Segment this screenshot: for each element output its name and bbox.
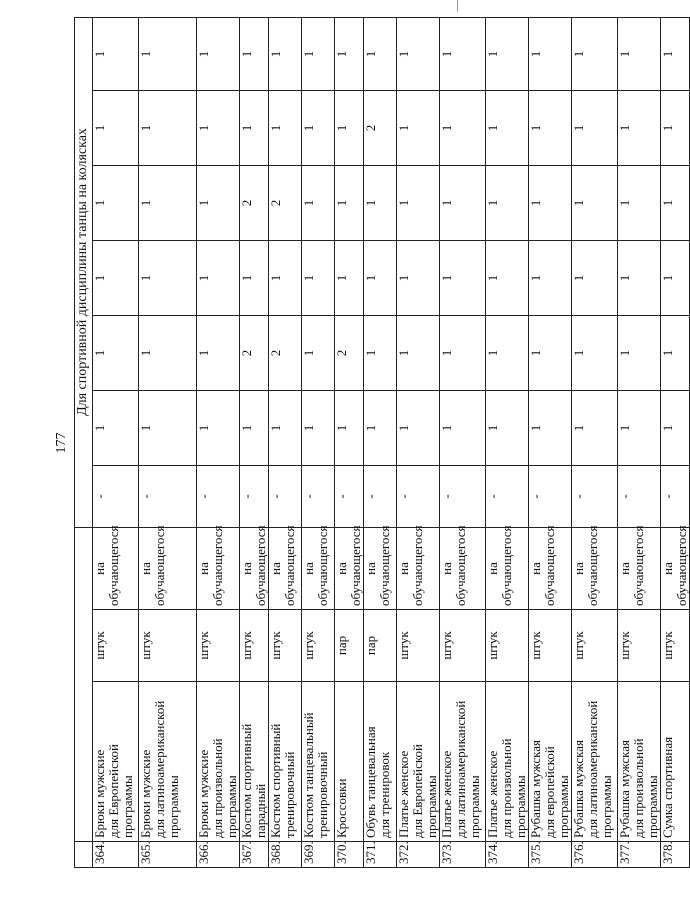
- quantity-cell: 1: [364, 391, 397, 466]
- table-row: [240, 18, 269, 868]
- inventory-rows: [93, 18, 690, 868]
- distribution-unit: на обучающегося: [335, 528, 364, 610]
- unit-of-measure: штук: [440, 610, 486, 682]
- quantity-cell: 1: [302, 166, 335, 241]
- distribution-unit: на обучающегося: [486, 528, 529, 610]
- item-name: Сумка спортивная: [661, 682, 690, 842]
- quantity-cell: 1: [397, 391, 440, 466]
- quantity-cell: 1: [197, 241, 240, 316]
- table-row: [397, 18, 440, 868]
- quantity-cell: 1: [335, 18, 364, 91]
- distribution-unit: на обучающегося: [529, 528, 572, 610]
- distribution-unit: на обучающегося: [302, 528, 335, 610]
- quantity-cell: 1: [618, 391, 661, 466]
- quantity-cell: 1: [397, 166, 440, 241]
- quantity-cell: 1: [93, 18, 139, 91]
- quantity-cell: 1: [572, 391, 618, 466]
- row-number: 373.: [440, 842, 486, 868]
- quantity-cell: 1: [529, 91, 572, 166]
- quantity-cell: -: [335, 466, 364, 528]
- quantity-cell: 1: [661, 18, 690, 91]
- quantity-cell: 1: [440, 241, 486, 316]
- quantity-cell: 1: [240, 18, 269, 91]
- row-number: 365.: [139, 842, 197, 868]
- quantity-cell: 1: [139, 166, 197, 241]
- quantity-cell: -: [440, 466, 486, 528]
- section-heading: Для спортивной дисциплины танцы на колясках: [74, 17, 92, 528]
- table-row: [139, 18, 197, 868]
- quantity-cell: 1: [486, 18, 529, 91]
- quantity-cell: 1: [618, 18, 661, 91]
- quantity-cell: 1: [197, 316, 240, 391]
- distribution-unit: на обучающегося: [197, 528, 240, 610]
- quantity-cell: 1: [618, 316, 661, 391]
- item-name: Обувь танцевальная для тренировок: [364, 682, 397, 842]
- quantity-cell: 1: [397, 241, 440, 316]
- quantity-cell: 1: [302, 91, 335, 166]
- quantity-cell: 1: [440, 316, 486, 391]
- table-row: [364, 18, 397, 868]
- quantity-cell: 1: [240, 391, 269, 466]
- unit-of-measure: штук: [397, 610, 440, 682]
- quantity-cell: 1: [139, 18, 197, 91]
- row-number: 367.: [240, 842, 269, 868]
- quantity-cell: -: [197, 466, 240, 528]
- unit-of-measure: штук: [139, 610, 197, 682]
- quantity-cell: 1: [364, 241, 397, 316]
- quantity-cell: 2: [240, 316, 269, 391]
- rotated-page: [50, 18, 689, 868]
- table-row: [486, 18, 529, 868]
- row-number: 377.: [618, 842, 661, 868]
- quantity-cell: 1: [93, 391, 139, 466]
- quantity-cell: 1: [240, 91, 269, 166]
- row-number: 368.: [269, 842, 302, 868]
- item-name: Рубашка мужская для произвольной программы: [618, 682, 661, 842]
- quantity-cell: 1: [197, 18, 240, 91]
- quantity-cell: -: [529, 466, 572, 528]
- quantity-cell: 1: [572, 166, 618, 241]
- quantity-cell: 1: [93, 166, 139, 241]
- unit-of-measure: штук: [197, 610, 240, 682]
- quantity-cell: 1: [529, 391, 572, 466]
- quantity-cell: -: [240, 466, 269, 528]
- quantity-cell: -: [618, 466, 661, 528]
- quantity-cell: 1: [302, 18, 335, 91]
- unit-of-measure: штук: [618, 610, 661, 682]
- quantity-cell: 2: [269, 166, 302, 241]
- quantity-cell: -: [364, 466, 397, 528]
- table-row: [661, 18, 690, 868]
- quantity-cell: 1: [486, 91, 529, 166]
- table-row: [93, 18, 139, 868]
- quantity-cell: 2: [364, 91, 397, 166]
- quantity-cell: 1: [440, 91, 486, 166]
- quantity-cell: 1: [572, 316, 618, 391]
- quantity-cell: 1: [486, 166, 529, 241]
- quantity-cell: 1: [269, 91, 302, 166]
- quantity-cell: 1: [440, 166, 486, 241]
- quantity-cell: 1: [618, 166, 661, 241]
- quantity-cell: 1: [364, 18, 397, 91]
- quantity-cell: 1: [139, 241, 197, 316]
- quantity-cell: 1: [661, 91, 690, 166]
- unit-of-measure: штук: [302, 610, 335, 682]
- quantity-cell: 1: [572, 18, 618, 91]
- row-number: 378.: [661, 842, 690, 868]
- unit-of-measure: штук: [572, 610, 618, 682]
- distribution-unit: на обучающегося: [139, 528, 197, 610]
- item-name: Платье женское для латиноамериканской программы: [440, 682, 486, 842]
- quantity-cell: 1: [661, 316, 690, 391]
- unit-of-measure: пар: [335, 610, 364, 682]
- item-name: Кроссовки: [335, 682, 364, 842]
- quantity-cell: 1: [661, 391, 690, 466]
- item-name: Платье женское для произвольной программы: [486, 682, 529, 842]
- unit-of-measure: штук: [529, 610, 572, 682]
- row-number: 375.: [529, 842, 572, 868]
- quantity-cell: 1: [269, 241, 302, 316]
- scan-edge-mark: [457, 0, 458, 12]
- quantity-cell: 2: [335, 316, 364, 391]
- distribution-unit: на обучающегося: [661, 528, 690, 610]
- row-number: 370.: [335, 842, 364, 868]
- table-row: [572, 18, 618, 868]
- quantity-cell: 1: [661, 241, 690, 316]
- item-name: Брюки мужские для произвольной программы: [197, 682, 240, 842]
- unit-of-measure: штук: [93, 610, 139, 682]
- unit-of-measure: штук: [240, 610, 269, 682]
- quantity-cell: 1: [397, 91, 440, 166]
- quantity-cell: 1: [486, 241, 529, 316]
- quantity-cell: 1: [618, 241, 661, 316]
- unit-of-measure: штук: [661, 610, 690, 682]
- heading-col-sep: [74, 841, 92, 842]
- quantity-cell: 1: [139, 91, 197, 166]
- table-row: [197, 18, 240, 868]
- quantity-cell: 1: [197, 391, 240, 466]
- quantity-cell: 1: [197, 91, 240, 166]
- distribution-unit: на обучающегося: [440, 528, 486, 610]
- quantity-cell: -: [139, 466, 197, 528]
- quantity-cell: 1: [486, 316, 529, 391]
- table-row: [529, 18, 572, 868]
- quantity-cell: 1: [139, 391, 197, 466]
- table-row: [335, 18, 364, 868]
- item-name: Брюки мужские для Европейской программы: [93, 682, 139, 842]
- row-number: 366.: [197, 842, 240, 868]
- quantity-cell: 2: [240, 166, 269, 241]
- item-name: Брюки мужские для латиноамериканской программы: [139, 682, 197, 842]
- quantity-cell: 1: [364, 166, 397, 241]
- table-row: [618, 18, 661, 868]
- distribution-unit: на обучающегося: [364, 528, 397, 610]
- row-number: 376.: [572, 842, 618, 868]
- quantity-cell: 1: [335, 241, 364, 316]
- quantity-cell: 1: [440, 18, 486, 91]
- row-number: 372.: [397, 842, 440, 868]
- quantity-cell: -: [397, 466, 440, 528]
- distribution-unit: на обучающегося: [269, 528, 302, 610]
- distribution-unit: на обучающегося: [572, 528, 618, 610]
- page-number: 177: [54, 432, 69, 454]
- quantity-cell: 1: [661, 166, 690, 241]
- quantity-cell: 1: [529, 166, 572, 241]
- quantity-cell: -: [572, 466, 618, 528]
- quantity-cell: 1: [397, 18, 440, 91]
- quantity-cell: 1: [302, 316, 335, 391]
- table-row: [440, 18, 486, 868]
- row-number: 371.: [364, 842, 397, 868]
- row-number: 364.: [93, 842, 139, 868]
- distribution-unit: на обучающегося: [93, 528, 139, 610]
- quantity-cell: 1: [302, 391, 335, 466]
- item-name: Костюм спортивный парадный: [240, 682, 269, 842]
- row-number: 374.: [486, 842, 529, 868]
- quantity-cell: 1: [440, 391, 486, 466]
- item-name: Платье женское для Европейской программы: [397, 682, 440, 842]
- distribution-unit: на обучающегося: [240, 528, 269, 610]
- distribution-unit: на обучающегося: [618, 528, 661, 610]
- item-name: Рубашка мужская для европейской программы: [529, 682, 572, 842]
- quantity-cell: 1: [364, 316, 397, 391]
- item-name: Рубашка мужская для латиноамериканской программы: [572, 682, 618, 842]
- quantity-cell: -: [93, 466, 139, 528]
- quantity-cell: 1: [529, 316, 572, 391]
- quantity-cell: 1: [139, 316, 197, 391]
- quantity-cell: 1: [93, 91, 139, 166]
- heading-row-left: [74, 527, 92, 868]
- unit-of-measure: штук: [269, 610, 302, 682]
- item-name: Костюм спортивный тренировочный: [269, 682, 302, 842]
- unit-of-measure: штук: [486, 610, 529, 682]
- quantity-cell: 1: [572, 91, 618, 166]
- inventory-table: [92, 17, 690, 868]
- quantity-cell: -: [661, 466, 690, 528]
- item-name: Костюм танцевальный тренировочный: [302, 682, 335, 842]
- quantity-cell: 1: [269, 391, 302, 466]
- quantity-cell: 1: [93, 316, 139, 391]
- quantity-cell: -: [302, 466, 335, 528]
- quantity-cell: 1: [93, 241, 139, 316]
- quantity-cell: 1: [197, 166, 240, 241]
- quantity-cell: 1: [618, 91, 661, 166]
- quantity-cell: 1: [240, 241, 269, 316]
- quantity-cell: 1: [397, 316, 440, 391]
- quantity-cell: 1: [302, 241, 335, 316]
- table-row: [269, 18, 302, 868]
- quantity-cell: 1: [335, 391, 364, 466]
- table-row: [302, 18, 335, 868]
- quantity-cell: 1: [335, 91, 364, 166]
- quantity-cell: 1: [529, 18, 572, 91]
- quantity-cell: 1: [335, 166, 364, 241]
- distribution-unit: на обучающегося: [397, 528, 440, 610]
- row-number: 369.: [302, 842, 335, 868]
- quantity-cell: 1: [529, 241, 572, 316]
- quantity-cell: -: [486, 466, 529, 528]
- quantity-cell: 2: [269, 316, 302, 391]
- unit-of-measure: пар: [364, 610, 397, 682]
- quantity-cell: 1: [269, 18, 302, 91]
- quantity-cell: -: [269, 466, 302, 528]
- quantity-cell: 1: [486, 391, 529, 466]
- quantity-cell: 1: [572, 241, 618, 316]
